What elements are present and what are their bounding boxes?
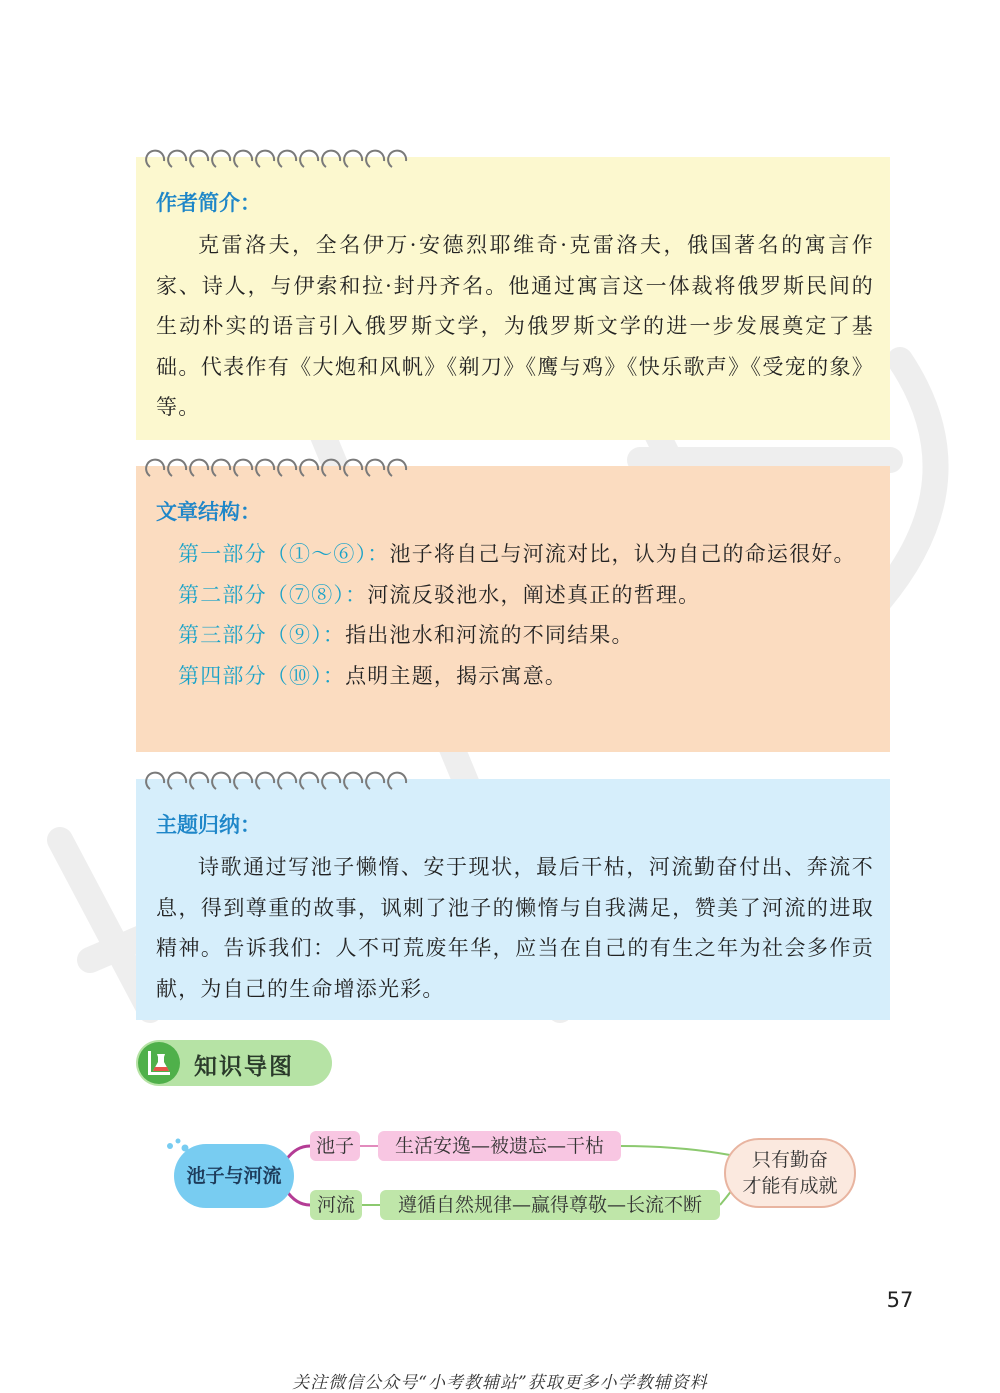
footer-note: 关注微信公众号“小考教辅站”获取更多小学教辅资料 (292, 1373, 708, 1393)
structure-part (178, 575, 878, 616)
part-text: 池子将自己与河流对比，认为自己的命运很好。 (389, 542, 856, 566)
mindmap-pond-node: 池子 (310, 1131, 360, 1161)
flask-icon (138, 1042, 180, 1084)
part-label: 第四部分（⑩）： (178, 663, 346, 688)
part-text: 指出池水和河流的不同结果。 (345, 623, 634, 647)
theme-summary-card (136, 779, 890, 1020)
structure-part (178, 656, 878, 697)
author-intro-card (136, 157, 890, 440)
part-text: 点明主题，揭示寓意。 (345, 663, 568, 688)
part-label: 第二部分（⑦⑧）： (178, 582, 368, 607)
part-label: 第一部分（①～⑥）： (178, 542, 390, 566)
binder-rings (144, 456, 414, 478)
article-structure-card (136, 466, 890, 752)
structure-part (178, 615, 878, 656)
structure-part (178, 534, 878, 575)
conclusion-line-2: 才能有成就 (742, 1175, 838, 1197)
article-structure-title: 文章结构： (156, 500, 261, 524)
author-intro-body: 克雷洛夫，全名伊万·安德烈耶维奇·克雷洛夫，俄国著名的寓言作家、诗人，与伊索和拉·封丹齐名。他通过寓言这一体裁将俄罗斯民间的生动朴实的语言引入俄罗斯文学，为俄罗斯文学的进一步发展奠定了基础。代表作有《大炮和风帆》《剃刀》《鹰与鸡》《快乐歌声》《受宠的象》等。 (156, 233, 874, 419)
mindmap-conclusion-node (724, 1138, 856, 1208)
author-intro-title: 作者简介： (156, 191, 261, 215)
mindmap-pond-detail-node: 生活安逸—被遗忘—干枯 (378, 1131, 621, 1161)
part-text: 河流反驳池水，阐述真正的哲理。 (367, 582, 701, 607)
mindmap-river-detail-node: 遵循自然规律—赢得尊敬—长流不断 (380, 1190, 720, 1220)
mindmap-root-node: 池子与河流 (174, 1144, 294, 1208)
theme-summary-body: 诗歌通过写池子懒惰、安于现状，最后干枯，河流勤奋付出、奔流不息，得到尊重的故事，讽刺了池子的懒惰与自我满足，赞美了河流的进取精神。告诉我们：人不可荒废年华，应当在自己的有生之年为社会多作贡献，为自己的生命增添光彩。 (156, 855, 874, 1001)
page-number: 57 (886, 1288, 914, 1312)
mindmap-header (136, 1040, 332, 1086)
structure-parts-list (178, 534, 878, 696)
mindmap-header-text: 知识导图 (194, 1054, 294, 1080)
binder-rings (144, 147, 414, 169)
conclusion-line-1: 只有勤奋 (751, 1149, 828, 1171)
mindmap-river-node: 河流 (310, 1190, 362, 1220)
part-label: 第三部分（⑨）： (178, 623, 346, 647)
binder-rings (144, 769, 414, 791)
theme-summary-title: 主题归纳： (156, 813, 261, 837)
